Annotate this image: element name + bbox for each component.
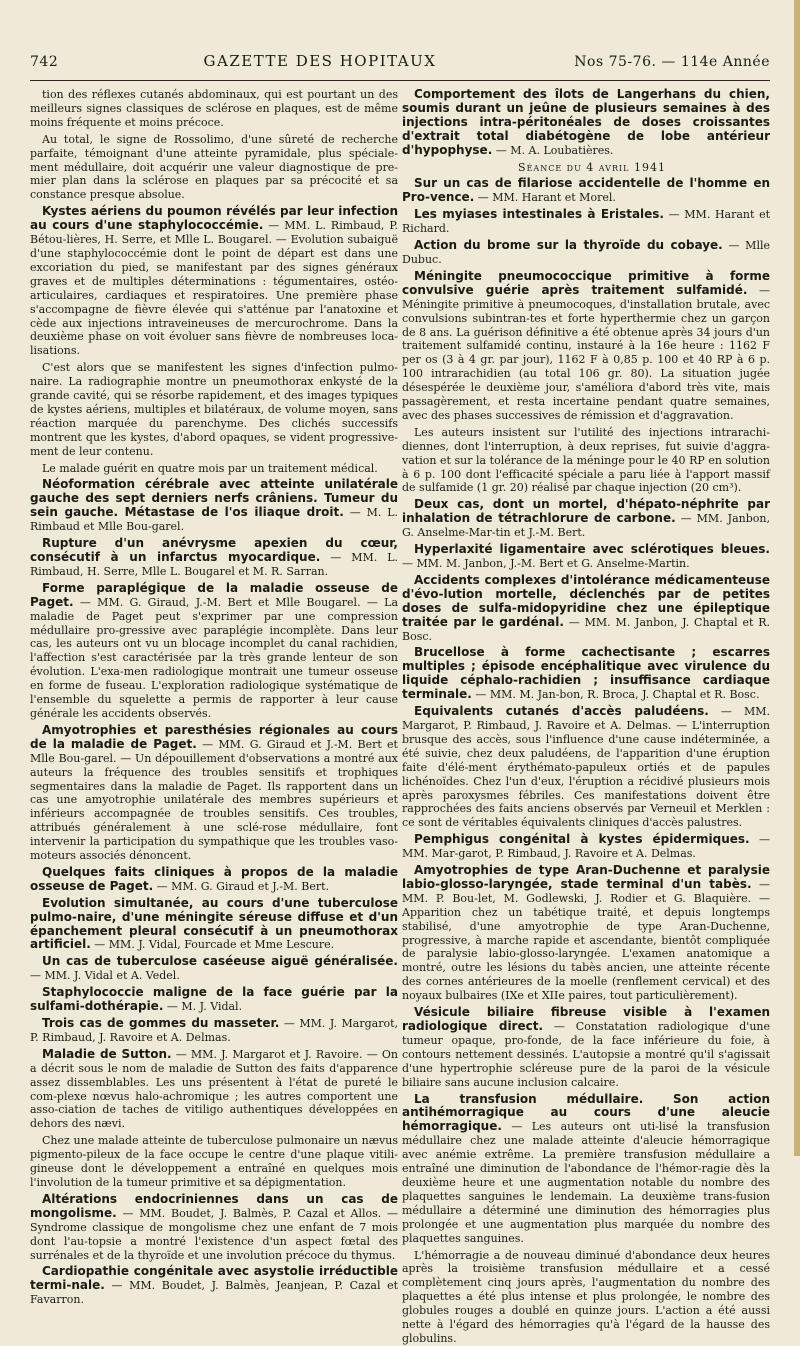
article-body: — M. A. Loubatières. [495,143,614,157]
article-entry [402,1006,770,1089]
article-body: — M. L. Rimbaud et Mlle Bou-garel. [30,506,399,534]
page-edge [794,0,800,1156]
article-entry [30,133,398,203]
article-title: Pemphigus congénital à kystes épidermiques. [414,832,750,847]
article-entry [30,88,398,130]
article-body: — MM. J. Vidal et A. Vedel. [30,969,180,983]
article-body: — MM. G. Giraud, J.-M. Bert et Mlle Bougarel. — La maladie de Paget peut s'exprimer par une compression médullaire pro-gressive avec paraplégie incomplète. Dans leur cas, les auteurs ont vu un blocage incomplet du canal rachidien, l'affection s'est caractérisée par la très grande lenteur de son évolution. L'exa-men radiologique montrait une tumeur osseuse en forme de fuseau. L'exploration radiologique systématique de l'ensemble du squelette a permis de rapporter à leur cause générale les accidents observés. [30,595,399,720]
article-title: Maladie de Sutton. [42,1046,172,1061]
article-body: tion des réflexes cutanés abdominaux, qui est pourtant un des meilleurs signes classiques de sclérose en plaques, est de même moins fréquente et moins précoce. [30,88,398,129]
article-title: Brucellose à forme cachectisante ; escarres multiples ; épisode encéphalitique avec virulence du liquide céphalo-rachidien ; insuffisance cardiaque terminale. [402,645,770,702]
session-heading: Séance du 4 avril 1941 [518,160,666,174]
article-entry [30,1265,398,1307]
article-entry [30,955,398,983]
article-title: Rupture d'un anévrysme apexien du cœur, consécutif à un infarctus myocardique. [30,536,398,564]
article-title: Equivalents cutanés d'accès paludéens. [414,704,709,719]
article-title: Kystes aériens du poumon révélés par leur infection au cours d'une staphylococcémie. [30,204,398,233]
article-body: — MM. J. Margarot, P. Rimbaud, J. Ravoire et A. Delmas. [30,1017,398,1044]
article-body: — MM. M. Janbon, J. Chaptal et R. Bosc. [402,615,771,643]
article-entry [30,205,398,358]
article-entry [30,866,398,894]
article-title: Trois cas de gommes du masseter. [42,1016,280,1030]
article-title: Altérations endocriniennes dans un cas de mongolisme. [30,1191,398,1220]
article-body: — MM. Janbon, G. Anselme-Mar-tin et J.-M. Bert. [402,512,770,540]
left-column [30,88,399,1307]
article-title: Vésicule biliaire fibreuse visible à l'examen radiologique direct. [402,1005,770,1033]
article-body: Chez une malade atteinte de tuberculose pulmonaire un nævus pigmento-pileux de la face occupe le centre d'une plaque vitili-gineuse dont le développement a entraîné en quelques mois l'involution de la tumeur primitive et sa dépigmentation. [30,1134,398,1189]
article-body: — Les auteurs ont uti-lisé la transfusion médullaire chez une malade atteinte d'aleucie hémorragique avec anémie extrême. La première transfusion médullaire a entraîné une diminution de l'abondance de l'hémor-ragie dès la deuxième heure et une augmentation notable du nombre des plaquettes sanguines le lendemain. La deuxième trans-fusion médullaire a déterminé une diminution des hémorragies plus prolongée et une augmentation plus marquée du nombre des plaquettes sanguines. [402,1120,770,1245]
article-title: Sur un cas de filariose accidentelle de l'homme en Pro-vence. [402,176,770,205]
article-entry [30,1048,398,1131]
article-entry [402,270,770,423]
article-entry [30,724,398,863]
article-title: Forme paraplégique de la maladie osseuse de Paget. [30,580,398,609]
article-entry [402,646,770,702]
article-entry [30,361,398,458]
article-title: La transfusion médullaire. Son action antihémorragique au cours d'une aleucie hémorragique. [402,1091,770,1134]
article-entry [402,498,770,540]
article-entry [30,986,398,1014]
article-body: — Mlle Dubuc. [402,239,770,266]
article-body: — Méningite primitive à pneumocoques, d'installation brutale, avec convulsions subintran-tes et forte hyperthermie chez un garçon de 8 ans. La guérison définitive a été obtenue après 34 jours d'un traitement sulfamidé continu, instauré à la 16e heure : 1162 F per os (3 à 4 gr. par jour), 1162 F à 0,85 p. 100 et 40 RP à 6 p. 100 intrarachidien (au total 106 gr. 80). La situation jugée désespérée le deuxième jour, s'améliora d'abord très vite, mais passagèrement, et resta incertaine pendant quatre semaines, avec des phases successives de rémission et d'aggravation. [402,283,770,422]
article-title: Hyperlaxité ligamentaire avec sclérotiques bleues. [414,542,770,557]
article-entry [402,1093,770,1246]
article-entry [402,177,770,205]
article-body: — MM. Mar-garot, P. Rimbaud, J. Ravoire et A. Delmas. [402,833,770,861]
page-header [30,52,770,81]
article-entry [402,88,770,158]
article-entry [30,1134,398,1190]
article-entry [402,1249,770,1346]
article-entry [30,897,398,953]
article-body: — MM. M. Janbon, J.-M. Bert et G. Anselme-Martin. [402,557,690,570]
article-body: — MM. L. Rimbaud, P. Bétou-lières, H. Serre, et Mlle L. Bougarel. — Evolution subaiguë d'une staphylococcémie dont le point de départ est dans une excoriation du pied, se manifestant par des signes généraux graves et de multiples déterminations : tégumentaires, ostéo-articulaires, cardiaques et respiratoires. Une première phase s'accompagne de fièvre élevée qui s'atténue par l'anatoxine et cède aux injections intraveineuses de mercurochrome. Dans la deuxième phase on voit évoluer sans fièvre de nombreuses loca-lisations. [30,219,399,358]
article-title: Cardiopathie congénitale avec asystolie irréductible termi-nale. [30,1264,398,1293]
article-title: Evolution simultanée, au cours d'une tuberculose pulmo-naire, d'une méningite séreuse diffuse et d'un épanchement pleural consécutif à un pneumothorax artificiel. [30,895,398,952]
article-body: — MM. Boudet, J. Balmès, P. Cazal et Allos. — Syndrome classique de mongolisme chez une enfant de 7 mois dont l'au-topsie a montré l'existence d'un aspect fœtal des surrénales et de la thyroïde et une involution précoce du thymus. [30,1206,399,1262]
article-body: — MM. Boudet, J. Balmès, Jeanjean, P. Cazal et Favarron. [30,1279,399,1307]
article-body: — MM. G. Giraud et J.-M. Bert. [156,879,330,893]
article-title: Accidents complexes d'intolérance médicamenteuse d'évo-lution mortelle, déclenchés par de petites doses de sulfa-midopyridine chez une épileptique traitée par le gardénal. [402,572,770,629]
article-entry [402,426,770,496]
article-body: — Constatation radiologique d'une tumeur opaque, pro-fonde, de la face inférieure du foie, à contours nettement dessinés. L'autopsie a montré qu'il s'agissait d'une hypertrophie scléreuse pure de la paroi de la vésicule biliaire sans aucune inclusion calcaire. [402,1020,771,1089]
article-body: — MM. J. Margarot et J. Ravoire. — On a décrit sous le nom de maladie de Sutton des faits d'apparence assez dissemblables. Les uns présentent à l'état de pureté le com-plexe nœvus halo-achromique ; les autres comportent une asso-ciation de taches de vitiligo authentiques développées en dehors des nævi. [30,1047,399,1131]
article-entry [30,1193,398,1263]
article-entry [30,1017,398,1045]
article-body: C'est alors que se manifestent les signes d'infection pulmo-naire. La radiographie montre un pneumothorax enkysté de la grande cavité, qui se résorbe rapidement, et des images typiques de kystes aériens, multiples et bilatéraux, de volume moyen, sans réaction marquée du parenchyme. Des clichés successifs montrent que les kystes, d'abord opaques, se vident progressive-ment de leur contenu. [30,361,398,458]
article-body: — MM. Harant et Richard. [402,208,771,236]
article-title: Action du brome sur la thyroïde du cobaye. [414,238,723,253]
article-body: — MM. Margarot, P. Rimbaud, J. Ravoire et A. Delmas. — L'interruption brusque des accès, sous l'influence d'une cause indéterminée, a été suivie, chez deux paludéens, de l'apparition d'une éruption faite d'élé-ment érythémato-papuleux ortiés et de papules lichénoïdes. Chez l'un d'eux, l'éruption a récidivé plusieurs mois après paroxysmes fébriles. Ces manifestations doivent être rapprochées des faits anciens observés par Verneuil et Merklen : ce sont de véritables équivalents cliniques d'accès palustres. [402,705,770,830]
article-entry [402,208,770,236]
article-entry [30,537,398,579]
article-title: Les myiases intestinales à Eristales. [414,207,664,222]
article-entry [402,864,770,1003]
journal-title: GAZETTE DES HOPITAUX [203,52,437,70]
article-body: Les auteurs insistent sur l'utilité des injections intrarachi-diennes, dont l'interruption, à deux reprises, fut suivie d'aggra-vation et sur la tolérance de la méninge pour le 40 RP en solution à 6 p. 100 dont l'efficacité spéciale a paru liée à l'apport massif de sulfamide (1 gr. 20) réalisé par chaque injection (20 cm³). [402,425,770,495]
page-number: 742 [30,54,59,70]
article-title: Quelques faits cliniques à propos de la maladie osseuse de Paget. [30,864,398,893]
article-body: Le malade guérit en quatre mois par un traitement médical. [42,461,378,475]
article-title: Un cas de tuberculose caséeuse aiguë généralisée. [42,954,398,969]
article-entry [402,705,770,830]
article-body: Au total, le signe de Rossolimo, d'une sûreté de recherche parfaite, témoignant d'une atteinte pyramidale, plus spéciale-ment médullaire, doit acquérir une valeur diagnostique de pre-mier plan dans la sclérose en plaques par sa précocité et sa constance presque absolue. [30,132,398,202]
issue-label: Nos 75-76. — 114e Année [574,54,770,70]
article-body: — MM. J. Vidal, Fourcade et Mme Lescure. [94,938,335,952]
article-entry [30,478,398,534]
article-title: Méningite pneumococcique primitive à forme convulsive guérie après traitement sulfamidé. [402,268,770,297]
article-title: Staphylococcie maligne de la face guérie par la sulfami-dothérapie. [30,985,398,1014]
right-column [402,87,771,1345]
article-entry [402,239,770,267]
article-title: Deux cas, dont un mortel, d'hépato-néphrite par inhalation de tétrachlorure de carbone. [402,497,770,526]
article-entry [402,574,770,644]
article-entry [402,833,770,861]
article-body: L'hémorragie a de nouveau diminué d'abondance deux heures après la troisième transfusion médullaire et a cessé complètement cinq jours après, l'augmentation du nombre des plaquettes a été plus intense et plus prolongée, le nombre des globules rouges a doublé en quinze jours. L'action a été aussi nette à l'égard des hémorragies qu'à l'égard de la hausse des globulins. [402,1248,770,1345]
article-body: — MM. M. Jan-bon, R. Broca, J. Chaptal et R. Bosc. [475,688,760,702]
article-body: — M. J. Vidal. [166,1000,243,1014]
article-body: — MM. G. Giraud et J.-M. Bert et Mlle Bou-garel. — Un dépouillement d'observations a montré aux auteurs la fréquence des troubles sensitifs et trophiques segmentaires dans la maladie de Paget. Ils rapportent dans un cas une amyotrophie unilatérale des membres supérieurs et inférieurs accompagnée de troubles sensitifs. Ces troubles, attribués généralement à une sclé-rose médullaire, font intervenir la participation du sympathique que les troubles vaso-moteurs associés dénoncent. [30,737,398,863]
article-entry [402,543,770,571]
article-title: Amyotrophies de type Aran-Duchenne et paralysie labio-glosso-laryngée, stade terminal d'un tabès. [402,863,770,891]
article-entry [30,582,398,721]
article-body: — MM. Harant et Morel. [477,191,616,205]
article-title: Néoformation cérébrale avec atteinte unilatérale gauche des sept derniers nerfs crâniens. Tumeur du sein gauche. Métastase de l'os iliaque droit. [30,477,398,520]
article-entry [30,462,398,476]
article-title: Comportement des îlots de Langerhans du chien, soumis durant un jeûne de plusieurs semaines à des injections intra-péritonéales de doses croissantes d'extrait total diabétogène de lobe antérieur d'hypophyse. [402,87,770,157]
article-body: — MM. P. Bou-let, M. Godlewski, J. Rodier et G. Blaquière. — Apparition chez un tabétique traité, et depuis longtemps stabilisé, d'une amyotrophie de type Aran-Duchenne, progressive, à marche rapide et ascendante, bientôt compliquée de paralysie labio-glosso-laryngée. L'examen anatomique a montré, outre les lésions du tabès ancien, une atteinte récente des cornes antérieures de la moelle (renflement cervical) et des noyaux bulbaires (IXe et XIIe paires, tout particulièrement). [402,877,770,1003]
article-body: — MM. L. Rimbaud, H. Serre, Mlle L. Bougarel et M. R. Sarran. [30,551,398,578]
article-title: Amyotrophies et paresthésies régionales au cours de la maladie de Paget. [30,722,398,751]
